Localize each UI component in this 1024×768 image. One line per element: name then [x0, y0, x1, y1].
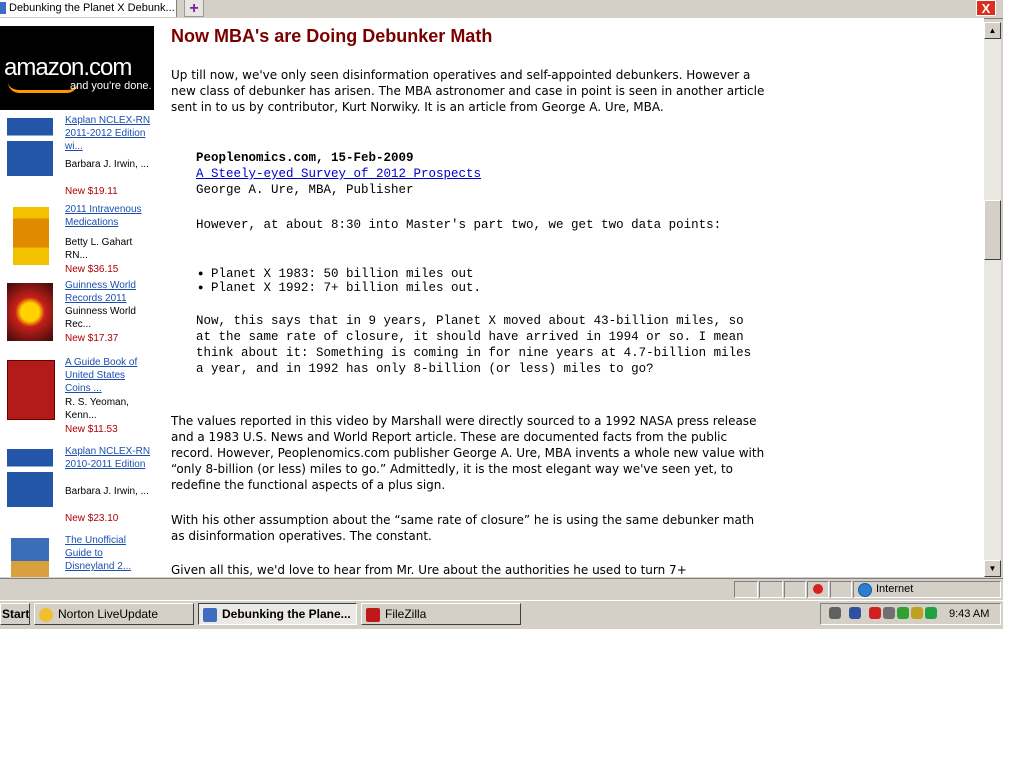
product-price: New $19.11	[65, 186, 118, 197]
amazon-banner[interactable]	[0, 26, 154, 110]
book-cover-icon[interactable]	[11, 538, 49, 577]
blocked-icon	[813, 584, 823, 594]
amazon-logo: amazon.com	[4, 54, 132, 81]
product-price: New $23.10	[65, 513, 119, 524]
ad-product[interactable]	[5, 534, 153, 577]
tab-title: Debunking the Planet X Debunk...	[9, 2, 175, 14]
product-price: New $17.37	[65, 333, 119, 344]
quote-article-link[interactable]: A Steely-eyed Survey of 2012 Prospects	[196, 167, 482, 181]
zone-label: Internet	[876, 583, 914, 595]
status-cell	[830, 581, 852, 598]
tool-icon[interactable]	[829, 607, 841, 619]
quote-bullet-list	[196, 267, 756, 295]
amazon-tagline: and you're done.	[70, 80, 152, 92]
network-icon[interactable]	[849, 607, 861, 619]
book-cover-icon[interactable]	[7, 118, 53, 176]
amazon-ad-widget[interactable]	[0, 26, 154, 577]
tab-bar	[0, 0, 1003, 19]
article-intro: Up till now, we've only seen disinformation operatives and self-appointed debunkers. However a new class of debunker has arisen. The MBA astronomer and case in point is seen in another article sent in to us by contributor, Kurt Norwiky. It is an article from George A. Ure, MBA.	[171, 68, 765, 114]
filezilla-icon	[366, 608, 380, 622]
book-cover-icon[interactable]	[7, 283, 53, 341]
volume-icon[interactable]	[883, 607, 895, 619]
product-price: New $11.53	[65, 424, 118, 435]
vertical-scrollbar[interactable]	[984, 22, 1001, 577]
ad-product[interactable]	[5, 356, 153, 444]
taskbar	[0, 600, 1003, 629]
product-title-link[interactable]: Kaplan NCLEX-RN 2010-2011 Edition	[65, 446, 151, 470]
book-cover-icon[interactable]	[7, 360, 55, 420]
security-icon[interactable]	[869, 607, 881, 619]
system-tray	[820, 603, 1001, 625]
product-title-link[interactable]: 2011 Intravenous Medications	[65, 204, 142, 228]
ad-product[interactable]	[5, 279, 153, 367]
product-price: New $36.15	[65, 264, 119, 275]
status-cell	[734, 581, 758, 598]
product-title-link[interactable]: The Unofficial Guide to Disneyland 2...	[65, 535, 132, 572]
product-title-link[interactable]: Kaplan NCLEX-RN 2011-2012 Edition wi...	[65, 115, 151, 152]
status-cell	[759, 581, 783, 598]
quote-source: Peoplenomics.com, 15-Feb-2009	[196, 151, 414, 165]
tab-active[interactable]	[0, 0, 177, 17]
taskbar-button-browser[interactable]	[198, 603, 357, 625]
product-title-link[interactable]: Guinness World Records 2011	[65, 280, 136, 304]
article-paragraph: Given all this, we'd love to hear from Mr. Ure about the authorities he used to turn 7+	[171, 563, 687, 577]
ad-product[interactable]	[5, 203, 153, 291]
scroll-down-button[interactable]: ▼	[984, 560, 1001, 577]
taskbar-label: Norton LiveUpdate	[58, 607, 159, 621]
quote-paragraph: However, at about 8:30 into Master's part two, we get two data points:	[196, 218, 722, 232]
page-viewport	[0, 18, 984, 577]
product-author: Betty L. Gahart RN...	[65, 237, 133, 261]
new-tab-button[interactable]: +	[184, 0, 204, 17]
list-item: ● Planet X 1992: 7+ billion miles out.	[196, 281, 756, 295]
quote-paragraph: Now, this says that in 9 years, Planet X moved about 43-billion miles, so at the same rate of closure, it should have arrived in 1994 or so. I mean think about it: Something is coming in for nine years at 4.7-billion miles a year, and in 1992 has only 8-billion (or less) miles to go?	[196, 314, 759, 376]
article-paragraph: With his other assumption about the “same rate of closure” he is using the same debunker math as disinformation operatives. The constant.	[171, 513, 755, 543]
browser-icon	[203, 608, 217, 622]
article-headline: Now MBA's are Doing Debunker Math	[171, 26, 493, 46]
list-item: ● Planet X 1983: 50 billion miles out	[196, 267, 756, 281]
norton-tray-icon[interactable]	[911, 607, 923, 619]
status-bar	[0, 578, 1003, 601]
product-author: Barbara J. Irwin, ...	[65, 159, 149, 170]
quote-byline: George A. Ure, MBA, Publisher	[196, 183, 414, 197]
ad-product[interactable]	[5, 445, 153, 533]
book-cover-icon[interactable]	[13, 207, 49, 265]
globe-icon	[858, 583, 872, 597]
taskbar-button-filezilla[interactable]	[361, 603, 521, 625]
shield-icon[interactable]	[925, 607, 937, 619]
close-window-button[interactable]: X	[976, 0, 996, 16]
taskbar-button-norton[interactable]	[34, 603, 194, 625]
product-author: Guinness World Rec...	[65, 306, 136, 330]
amazon-smile-icon	[8, 82, 78, 93]
book-cover-icon[interactable]	[7, 449, 53, 507]
clock[interactable]: 9:43 AM	[949, 608, 990, 620]
product-title-link[interactable]: A Guide Book of United States Coins ...	[65, 357, 138, 394]
taskbar-label: Debunking the Plane...	[222, 607, 351, 621]
product-author: Barbara J. Irwin, ...	[65, 486, 149, 497]
status-cell	[784, 581, 806, 598]
ad-product[interactable]	[5, 114, 153, 202]
security-zone[interactable]	[853, 581, 1001, 598]
page-favicon-icon	[0, 2, 6, 14]
article-paragraph: The values reported in this video by Marshall were directly sourced to a 1992 NASA press release and a 1983 U.S. News and World Report article. These are documented facts from the public record. However, Peoplenomics.com publisher George A. Ure, MBA invents a whole new value with “only 8-billion (or less) miles to go.” Admittedly, it is the most elegant way we've seen yet, to redefine the functional aspects of a plus sign.	[171, 414, 765, 492]
status-popup-blocked[interactable]	[807, 581, 829, 598]
product-author: R. S. Yeoman, Kenn...	[65, 397, 129, 421]
update-icon[interactable]	[897, 607, 909, 619]
scroll-up-button[interactable]: ▲	[984, 22, 1001, 39]
taskbar-label: FileZilla	[385, 607, 427, 621]
norton-icon	[39, 608, 53, 622]
scroll-thumb[interactable]	[984, 200, 1001, 260]
start-button[interactable]: Start	[0, 603, 30, 625]
